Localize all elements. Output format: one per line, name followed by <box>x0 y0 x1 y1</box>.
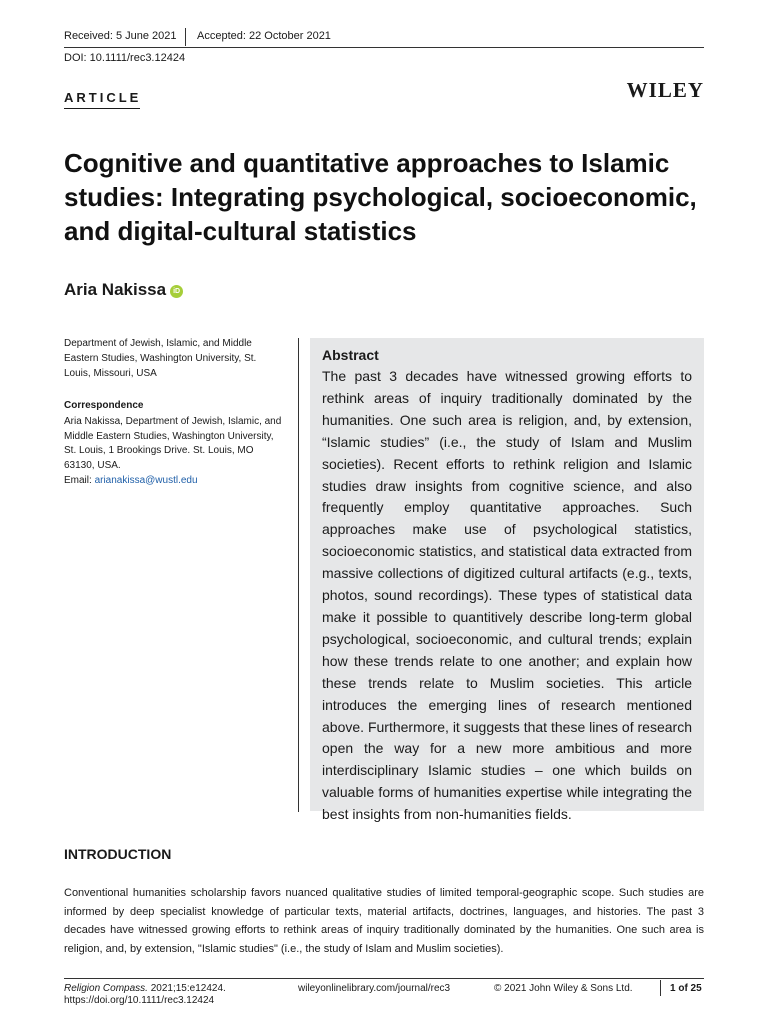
footer-separator <box>660 980 661 996</box>
abstract-text: The past 3 decades have witnessed growing efforts to rethink areas of inquiry traditionally dominated by the humanities. One such area is religion, and, by extension, “Islamic studies” (i.e., the study of Islam and Muslim societies). Recent efforts to rethink religion and Islamic studies draw insights from cognitive science, and also frequently employ quantitative approaches. Such approaches make use of psychological statistics, socioeconomic statistics, and statistical data extracted from massive collections of digitized cultural artifacts (e.g., texts, photos, sound recordings). These types of statistical data make it possible to quantitively describe long-term global psychological, socioeconomic, and cultural trends; explain how these trends relate to one another; and explain how these trends relate to Muslim societies. This article introduces the emerging lines of research mentioned above. Furthermore, it suggests that these lines of research open the way for a new more ambitious and more interdisciplinary Islamic studies – one which builds on valuable forms of humanities expertise while integrating the best insights from non-humanities fields. <box>322 368 692 823</box>
column-divider <box>298 338 299 812</box>
copyright: © 2021 John Wiley & Sons Ltd. <box>494 983 633 994</box>
page-number: 1 of 25 <box>670 983 702 994</box>
header-rule <box>64 47 704 48</box>
article-title: Cognitive and quantitative approaches to Islamic studies: Integrating psychological, socioeconomic, and digital-cultural statistics <box>64 148 697 246</box>
doi-url[interactable]: https://doi.org/10.1111/rec3.12424 <box>64 995 215 1006</box>
orcid-icon[interactable]: iD <box>170 285 183 298</box>
email-label: Email: <box>64 474 95 486</box>
introduction-text: Conventional humanities scholarship favors nuanced qualitative studies of limited temporal-geographic scope. Such studies are informed by deep specialist knowledge of particular texts, material artifacts, doctrines, languages, and histories. The past 3 decades have witnessed growing efforts to rethink areas of inquiry traditionally dominated by the humanities. One such area is religion, and, by extension, "Islamic studies" (i.e., the study of Islam and Muslim societies). <box>64 887 704 955</box>
citation-details: 2021;15:e12424. <box>147 983 226 994</box>
footer-rule <box>64 978 704 979</box>
correspondence-text: Aria Nakissa, Department of Jewish, Islamic, and Middle Eastern Studies, Washington University, St. Louis, 1 Brookings Drive. St. Louis, MO 63130, USA. <box>64 416 282 472</box>
introduction-heading: INTRODUCTION <box>64 846 172 862</box>
publisher-logo: WILEY <box>626 78 704 102</box>
author-name: Aria Nakissa <box>64 280 167 299</box>
doi-label: DOI: 10.1111/rec3.12424 <box>64 52 186 64</box>
email-link[interactable]: arianakissa@wustl.edu <box>94 474 198 486</box>
correspondence-heading: Correspondence <box>64 400 144 411</box>
correspondence-block <box>64 415 284 489</box>
affiliation: Department of Jewish, Islamic, and Middle Eastern Studies, Washington University, St. Louis, Missouri, USA <box>64 338 257 379</box>
journal-site-link[interactable]: wileyonlinelibrary.com/journal/rec3 <box>298 983 451 994</box>
header-separator <box>185 28 186 46</box>
journal-name: Religion Compass. <box>64 983 148 994</box>
article-type-underline <box>64 108 140 109</box>
author-block <box>64 280 183 300</box>
accepted-date: Accepted: 22 October 2021 <box>197 30 331 42</box>
footer-citation <box>64 983 226 1007</box>
received-date: Received: 5 June 2021 <box>64 30 177 42</box>
article-type-label: ARTICLE <box>64 90 142 105</box>
abstract-heading: Abstract <box>322 347 379 363</box>
